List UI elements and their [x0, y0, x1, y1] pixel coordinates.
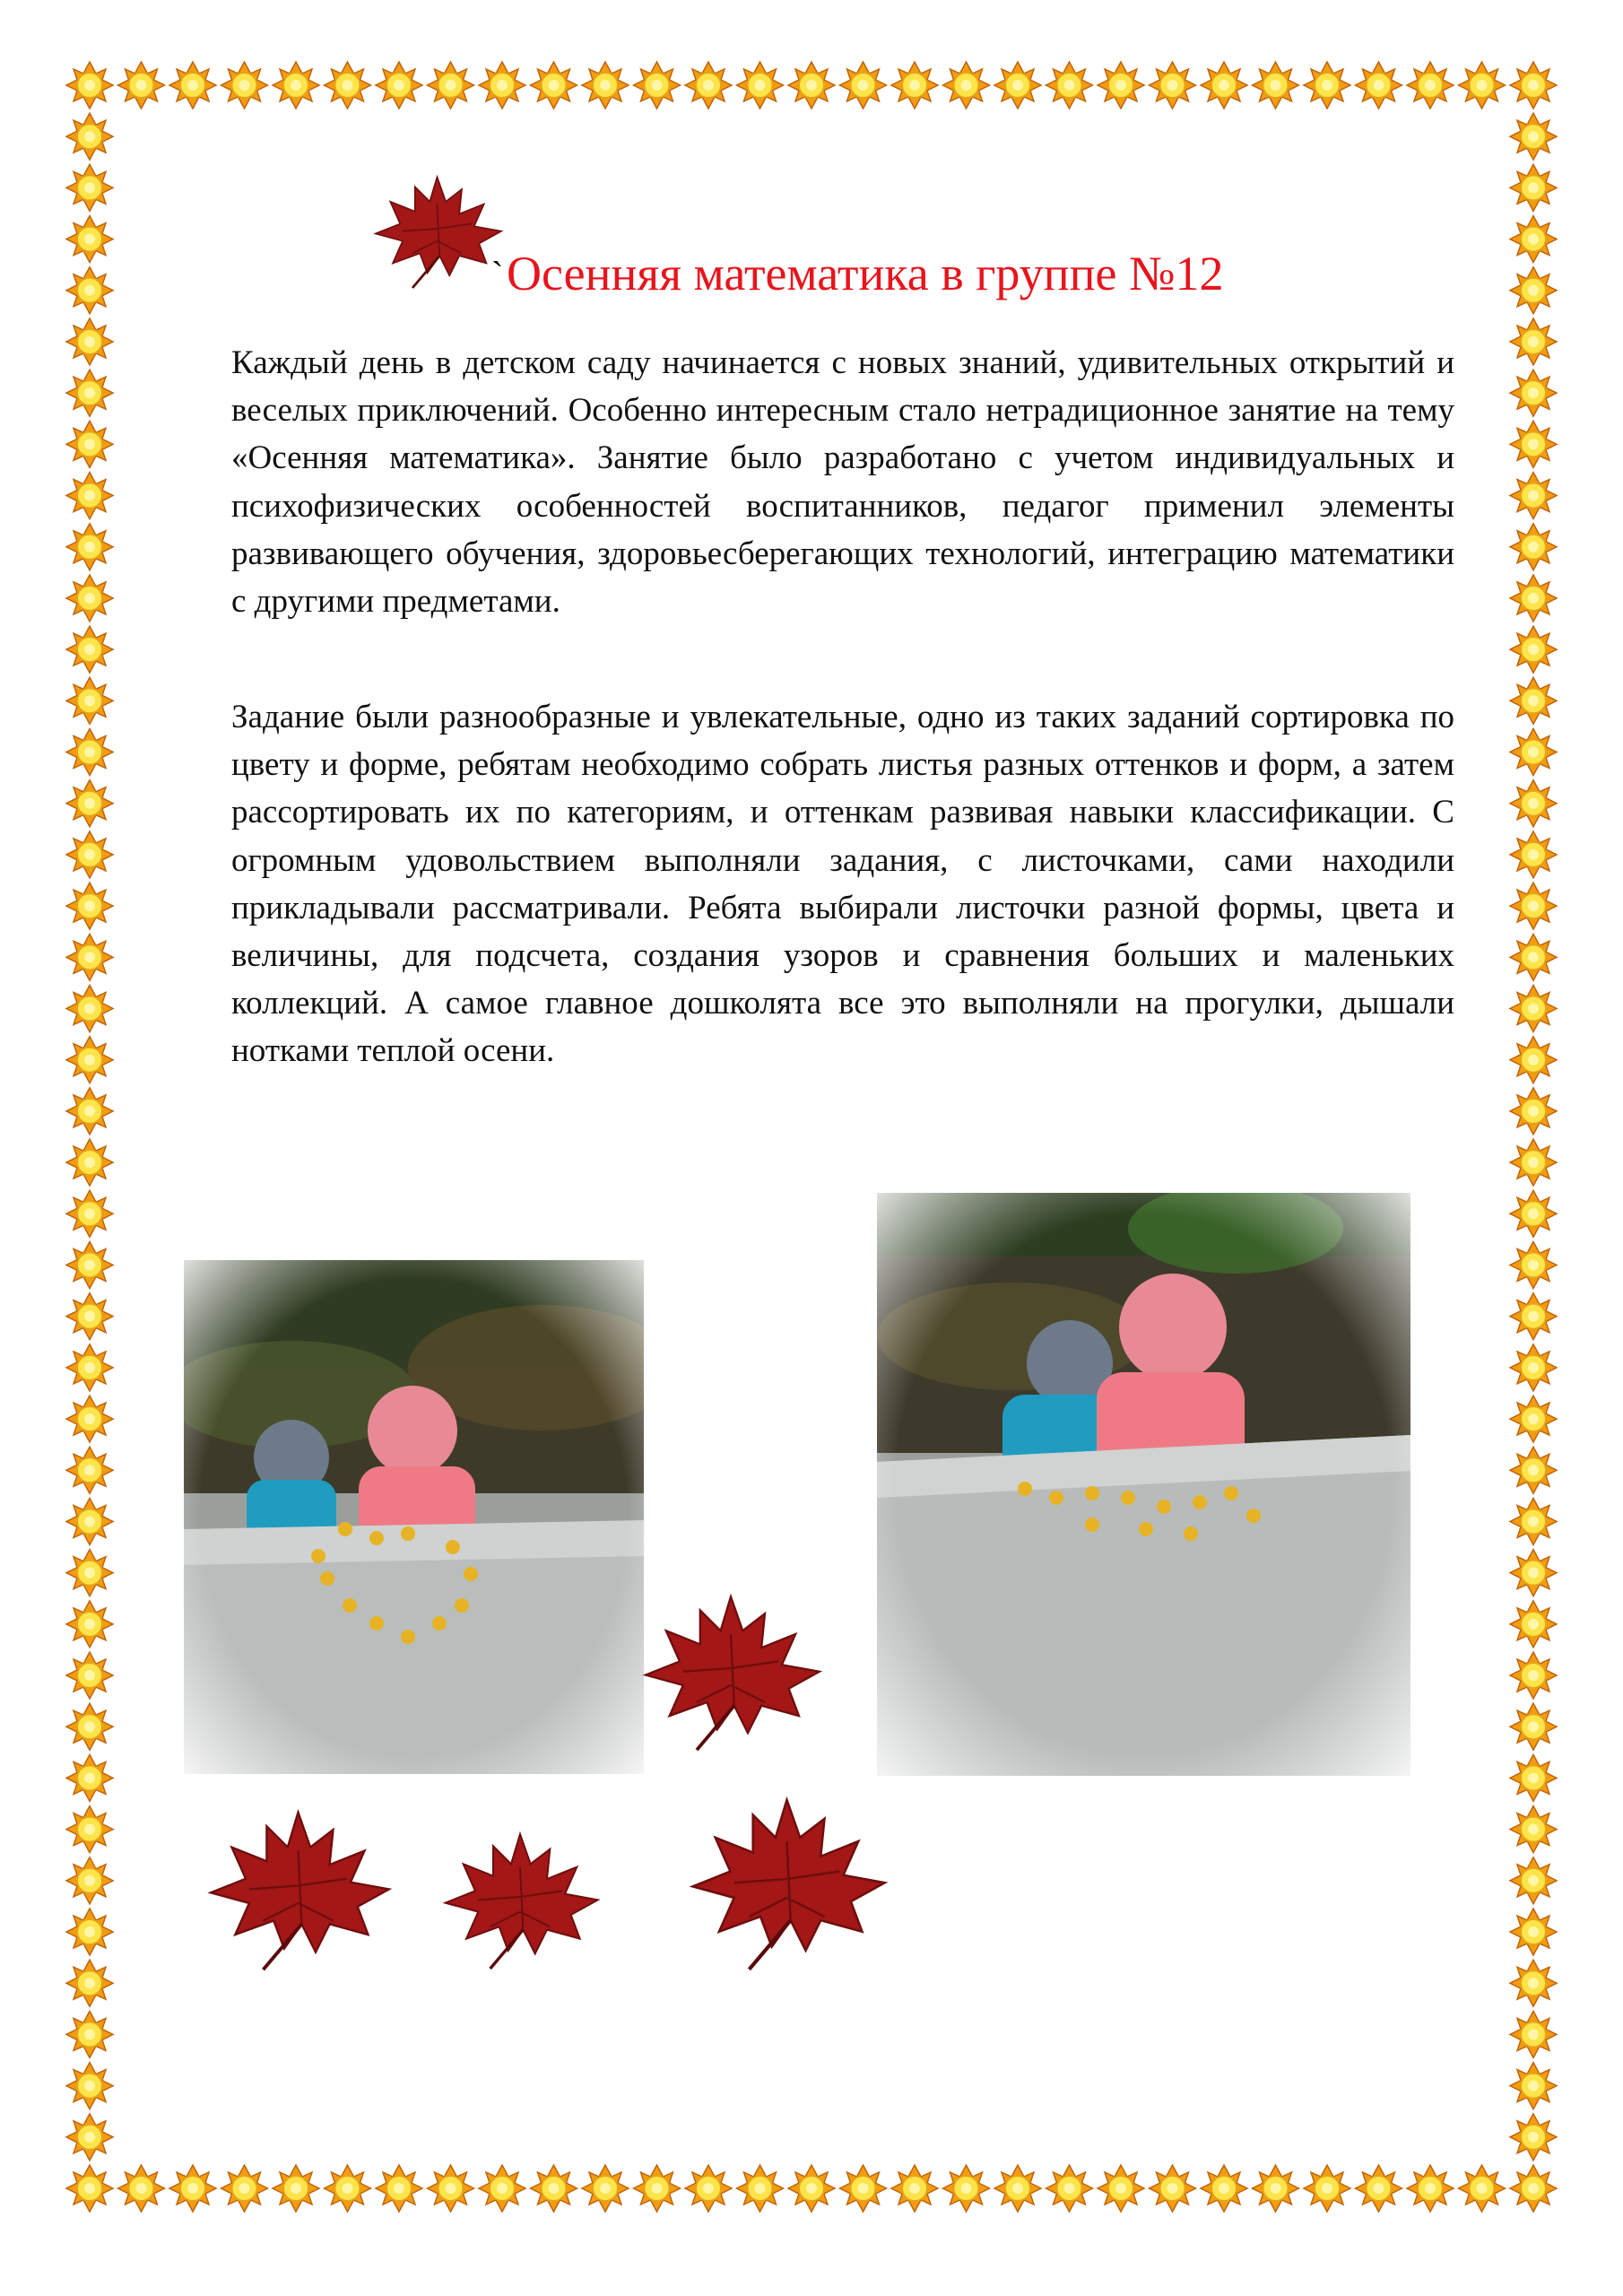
sun-flower-icon: [1510, 2011, 1557, 2057]
sun-flower-icon: [66, 216, 113, 263]
sun-flower-icon: [1510, 267, 1557, 314]
sun-flower-icon: [118, 2165, 165, 2212]
sun-flower-icon: [1510, 370, 1557, 416]
sun-flower-icon: [1510, 1601, 1557, 1648]
sun-flower-icon: [1510, 1139, 1557, 1186]
sun-flower-icon: [66, 267, 113, 314]
sun-flower-icon: [1510, 729, 1557, 776]
sun-flower-icon: [66, 1088, 113, 1135]
sun-flower-icon: [66, 1754, 113, 1801]
sun-flower-icon: [1510, 318, 1557, 365]
sun-flower-icon: [376, 2165, 422, 2212]
sun-flower-icon: [479, 62, 525, 109]
sun-flower-icon: [1304, 2165, 1350, 2212]
sun-flower-icon: [1201, 2165, 1247, 2212]
sun-flower-icon: [943, 2165, 990, 2212]
sun-flower-icon: [1510, 626, 1557, 673]
sun-flower-icon: [1510, 986, 1557, 1032]
maple-leaf-icon: [430, 1812, 610, 1982]
title-mark: `: [491, 254, 504, 294]
sun-flower-icon: [479, 2165, 525, 2212]
sun-flower-icon: [428, 2165, 474, 2212]
sun-flower-icon: [66, 831, 113, 878]
maple-leaf-icon: [363, 166, 511, 291]
sun-flower-icon: [1510, 1241, 1557, 1288]
sun-flower-icon: [66, 1960, 113, 2006]
sun-flower-icon: [66, 2011, 113, 2057]
sun-flower-icon: [1356, 62, 1402, 109]
sun-flower-icon: [66, 729, 113, 776]
sun-flower-icon: [1407, 62, 1454, 109]
sun-flower-icon: [1510, 216, 1557, 263]
sun-flower-icon: [273, 62, 319, 109]
sun-flower-icon: [66, 677, 113, 724]
sun-flower-icon: [66, 1396, 113, 1442]
sun-flower-icon: [685, 2165, 732, 2212]
sun-flower-icon: [634, 62, 681, 109]
sun-flower-icon: [66, 1806, 113, 1853]
sun-flower-icon: [1459, 2165, 1506, 2212]
sun-flower-icon: [1510, 473, 1557, 519]
sun-flower-icon: [1510, 113, 1557, 160]
sun-flower-icon: [994, 62, 1041, 109]
sun-flower-icon: [1253, 2165, 1299, 2212]
sun-flower-icon: [1356, 2165, 1402, 2212]
sun-flower-icon: [891, 2165, 938, 2212]
maple-leaf-icon: [628, 1583, 834, 1753]
sun-flower-icon: [1510, 1652, 1557, 1699]
sun-flower-icon: [169, 2165, 216, 2212]
sun-flower-icon: [66, 473, 113, 519]
sun-flower-icon: [66, 113, 113, 160]
sun-flower-icon: [1510, 1293, 1557, 1340]
sun-flower-icon: [66, 524, 113, 570]
sun-flower-icon: [1098, 2165, 1144, 2212]
sun-flower-icon: [66, 1857, 113, 1904]
sun-flower-icon: [66, 1293, 113, 1340]
sun-flower-icon: [943, 62, 990, 109]
sun-flower-icon: [66, 1909, 113, 1955]
paragraph-intro: Каждый день в детском саду начинается с новых знаний, удивительных открытий и веселых приключений. Особенно интересным стало нетрадиционное занятие на тему «Осенняя математика». Занятие было разработано с учетом индивидуальных и психофизических особенностей воспитанников, педагог применил элементы развивающего обучения, здоровьесберегающих технологий, интеграцию математики с другими предметами.: [231, 344, 1454, 621]
sun-flower-icon: [1510, 1754, 1557, 1801]
sun-flower-icon: [1510, 677, 1557, 724]
photo-children-with-leaves-1: [184, 1260, 644, 1774]
sun-flower-icon: [66, 1190, 113, 1237]
sun-flower-icon: [273, 2165, 319, 2212]
sun-flower-icon: [66, 1139, 113, 1186]
sun-flower-icon: [788, 2165, 835, 2212]
sun-flower-icon: [1150, 2165, 1196, 2212]
sun-flower-icon: [1510, 164, 1557, 211]
sun-flower-icon: [1304, 62, 1350, 109]
sun-flower-icon: [1201, 62, 1247, 109]
page-title: Осенняя математика в группе №12: [507, 247, 1224, 300]
sun-flower-icon: [1459, 62, 1506, 109]
sun-flower-icon: [891, 62, 938, 109]
sun-flower-icon: [1510, 1037, 1557, 1083]
sun-flower-icon: [221, 2165, 268, 2212]
sun-flower-icon: [685, 62, 732, 109]
sun-flower-icon: [737, 2165, 784, 2212]
sun-flower-icon: [66, 1037, 113, 1083]
sun-flower-icon: [1510, 2114, 1557, 2161]
sun-flower-icon: [221, 62, 268, 109]
sun-flower-icon: [325, 2165, 371, 2212]
sun-flower-icon: [531, 2165, 577, 2212]
sun-flower-icon: [1510, 1498, 1557, 1544]
sun-flower-icon: [1510, 1344, 1557, 1391]
sun-flower-icon: [66, 575, 113, 622]
sun-flower-icon: [788, 62, 835, 109]
sun-flower-icon: [1510, 934, 1557, 980]
maple-leaf-icon: [632, 1785, 942, 1973]
sun-flower-icon: [1510, 1909, 1557, 1955]
sun-flower-icon: [840, 2165, 887, 2212]
sun-flower-icon: [1046, 2165, 1093, 2212]
sun-flower-icon: [1510, 421, 1557, 467]
sun-flower-icon: [66, 370, 113, 416]
sun-flower-icon: [66, 1703, 113, 1750]
sun-flower-icon: [840, 62, 887, 109]
sun-flower-icon: [1510, 780, 1557, 827]
sun-flower-icon: [994, 2165, 1041, 2212]
sun-flower-icon: [1510, 62, 1557, 109]
sun-flower-icon: [1510, 1806, 1557, 1853]
sun-flower-icon: [66, 318, 113, 365]
sun-flower-icon: [66, 934, 113, 980]
sun-flower-icon: [1046, 62, 1093, 109]
sun-flower-icon: [66, 1601, 113, 1648]
sun-flower-icon: [1510, 2165, 1557, 2212]
sun-flower-icon: [1510, 1703, 1557, 1750]
sun-flower-icon: [1510, 1190, 1557, 1237]
sun-flower-icon: [1150, 62, 1196, 109]
sun-flower-icon: [1510, 883, 1557, 929]
sun-flower-icon: [66, 780, 113, 827]
sun-flower-icon: [66, 1498, 113, 1544]
sun-flower-icon: [66, 2063, 113, 2109]
sun-flower-icon: [66, 2165, 113, 2212]
sun-flower-icon: [1098, 62, 1144, 109]
sun-flower-icon: [66, 1550, 113, 1596]
sun-flower-icon: [66, 1652, 113, 1699]
sun-flower-icon: [737, 62, 784, 109]
sun-flower-icon: [582, 62, 629, 109]
sun-flower-icon: [169, 62, 216, 109]
sun-flower-icon: [1510, 524, 1557, 570]
sun-flower-icon: [118, 62, 165, 109]
sun-flower-icon: [66, 164, 113, 211]
sun-flower-icon: [582, 2165, 629, 2212]
maple-leaf-icon: [179, 1798, 417, 1973]
sun-flower-icon: [1510, 1396, 1557, 1442]
sun-flower-icon: [66, 1241, 113, 1288]
sun-flower-icon: [1510, 2063, 1557, 2109]
sun-flower-icon: [531, 62, 577, 109]
photo-children-with-leaves-2: [877, 1193, 1410, 1776]
sun-flower-icon: [66, 986, 113, 1032]
paragraph-tasks: Задание были разнообразные и увлекательные, одно из таких заданий сортировка по цвету и форме, ребятам необходимо собрать листья разных оттенков и форм, а затем рассортировать их по категориям, и оттенкам развивая навыки классификации. С огромным удовольствием выполняли задания, с листочками, сами находили прикладывали рассматривали. Ребята выбирали листочки разной формы, цвета и величины, для подсчета, создания узоров и сравнения больших и маленьких коллекций. А самое главное дошколята все это выполняли на прогулки, дышали нотками теплой осени.: [231, 699, 1454, 1070]
sun-flower-icon: [1510, 1857, 1557, 1904]
sun-flower-icon: [1510, 1550, 1557, 1596]
sun-flower-icon: [66, 421, 113, 467]
sun-flower-icon: [325, 62, 371, 109]
sun-flower-icon: [428, 62, 474, 109]
sun-flower-icon: [66, 626, 113, 673]
sun-flower-icon: [1253, 62, 1299, 109]
sun-flower-icon: [1510, 1447, 1557, 1493]
sun-flower-icon: [66, 1447, 113, 1493]
sun-flower-icon: [376, 62, 422, 109]
sun-flower-icon: [1510, 1088, 1557, 1135]
sun-flower-icon: [1510, 1960, 1557, 2006]
sun-flower-icon: [66, 883, 113, 929]
sun-flower-icon: [66, 1344, 113, 1391]
sun-flower-icon: [66, 62, 113, 109]
sun-flower-icon: [1407, 2165, 1454, 2212]
sun-flower-icon: [634, 2165, 681, 2212]
sun-flower-icon: [66, 2114, 113, 2161]
sun-flower-icon: [1510, 575, 1557, 622]
sun-flower-icon: [1510, 831, 1557, 878]
